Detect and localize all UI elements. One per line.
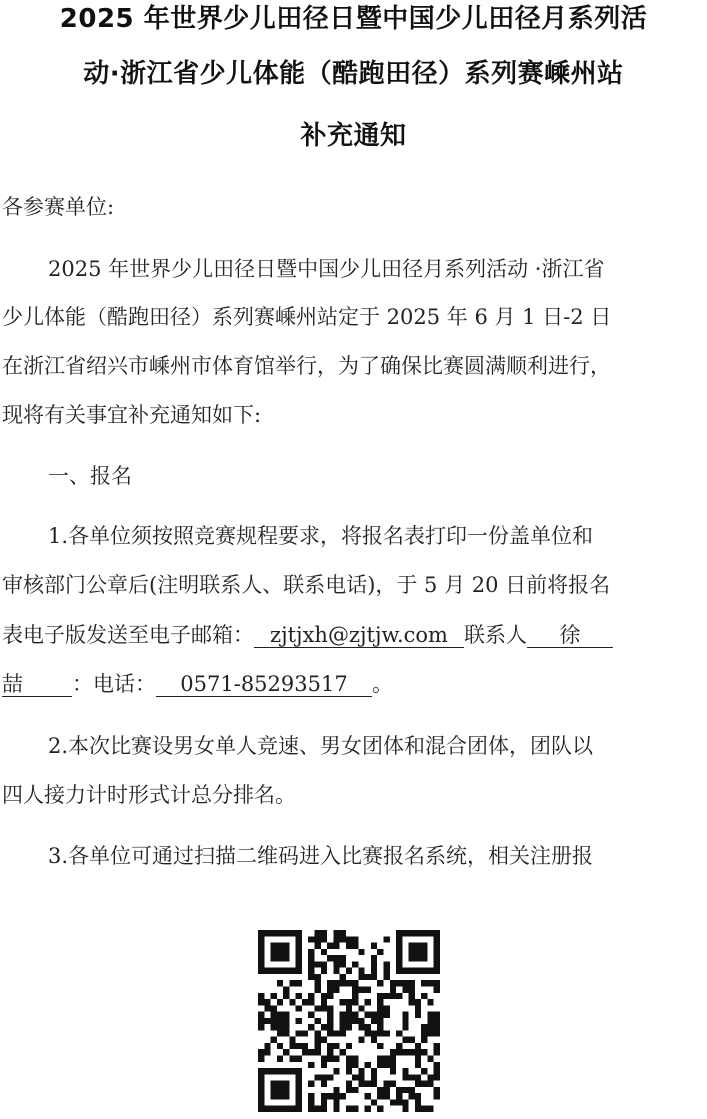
end-mark: 。	[372, 672, 393, 696]
item2-line-2: 四人接力计时形式计总分排名。	[2, 783, 296, 807]
intro-line-4: 现将有关事宜补充通知如下:	[2, 403, 262, 427]
item1-line-2: 审核部门公章后(注明联系人、联系电话)，于 5 月 20 日前将报名	[2, 573, 611, 597]
email-address[interactable]: zjtjxh@zjtjw.com	[254, 623, 464, 648]
title-line-1: 2025 年世界少儿田径日暨中国少儿田径月系列活	[59, 4, 648, 34]
section-heading-registration: 一、报名	[48, 464, 132, 488]
title-line-3: 补充通知	[300, 121, 407, 151]
phone-number[interactable]: 0571-85293517	[156, 672, 372, 697]
item1-line-3	[2, 622, 613, 648]
salutation: 各参赛单位:	[2, 195, 115, 219]
item1-line-1: 1.各单位须按照竞赛规程要求，将报名表打印一份盖单位和	[48, 524, 594, 548]
item3-line-1: 3.各单位可通过扫描二维码进入比赛报名系统，相关注册报	[48, 844, 594, 868]
item1-line-4	[2, 671, 393, 697]
intro-line-3: 在浙江省绍兴市嵊州市体育馆举行，为了确保比赛圆满顺利进行，	[2, 354, 611, 378]
contact-label: 联系人	[464, 623, 527, 647]
title-line-2: 动·浙江省少儿体能（酷跑田径）系列赛嵊州站	[83, 59, 624, 89]
intro-line-2: 少儿体能（酷跑田径）系列赛嵊州站定于 2025 年 6 月 1 日-2 日	[2, 305, 612, 329]
email-prefix: 表电子版发送至电子邮箱：	[2, 623, 254, 647]
item2-line-1: 2.本次比赛设男女单人竞速、男女团体和混合团体，团队以	[48, 734, 594, 758]
contact-name-part-2: 喆	[2, 672, 72, 697]
contact-name-part-1: 徐	[527, 623, 613, 648]
qr-code-icon[interactable]	[258, 930, 440, 1112]
phone-label: ：电话：	[72, 672, 156, 696]
intro-line-1: 2025 年世界少儿田径日暨中国少儿田径月系列活动 ·浙江省	[48, 257, 605, 281]
